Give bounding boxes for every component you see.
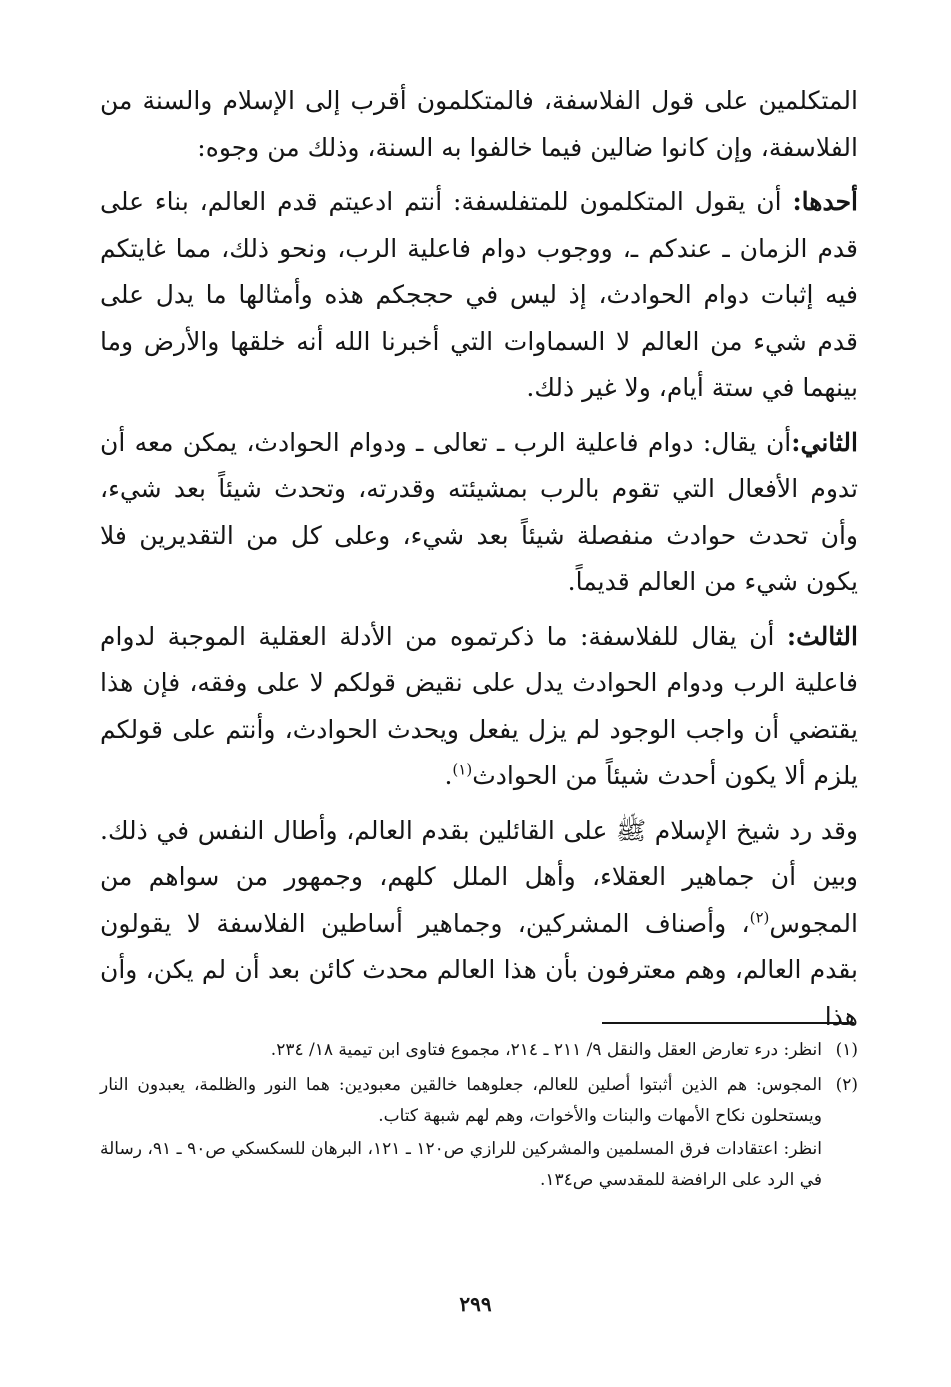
footnote-reference[interactable]: (١) [452,760,473,779]
paragraph-intro [100,78,858,171]
paragraph-lead: أحدها: [792,187,858,216]
paragraph-refutation [100,808,858,1041]
footnote-text: انظر: درء تعارض العقل والنقل ٩/ ٢١١ ـ ٢١٤، مجموع فتاوى ابن تيمية ١٨/ ٢٣٤. [270,1040,822,1060]
footnote-separator [602,1022,854,1024]
footnote-reference[interactable]: (٢) [749,908,770,927]
paragraph-text: أن يقول المتكلمون للمتفلسفة: أنتم ادعيتم قدم العالم، بناء على قدم الزمان ـ عندكم ـ، ووجوب دوام فاعلية الرب، ونحو ذلك، مما غايتكم فيه إثبات دوام الحوادث، إذ ليس في حججكم هذه وأمثالها ما يدل على قدم شيء من العالم لا السماوات التي أخبرنا الله أنه خلقها والأرض وما بينهما في ستة أيام، ولا غير ذلك. [100,187,858,402]
paragraph-text: المتكلمين على قول الفلاسفة، فالمتكلمون أقرب إلى الإسلام والسنة من الفلاسفة، وإن كانوا ضالين فيما خالفوا به السنة، وذلك من وجوه: [100,86,858,162]
paragraph-second [100,420,858,606]
footnote-number: (١) [835,1040,858,1060]
paragraph-text: وقد رد شيخ الإسلام ﷺ على القائلين بقدم العالم، وأطال النفس في ذلك. وبين أن جماهير العقلاء، وأهل الملل كلهم، وجمهور من سواهم من المجوس [100,815,858,938]
paragraph-lead: الثالث: [786,621,858,651]
footnote-item [100,1070,858,1196]
page-number: ٢٩٩ [459,1292,492,1316]
paragraph-lead: الثاني: [791,427,858,457]
paragraph-text: أن يقال للفلاسفة: ما ذكرتموه من الأدلة العقلية الموجبة لدوام فاعلية الرب ودوام الحوادث يدل على نقيض قولكم لا على وفقه، فإن هذا يقتضي أن واجب الوجود لم يزل يفعل ويحدث الحوادث، وأنتم على قولكم يلزم ألا يكون أحدث شيئاً من الحوادث [100,621,858,790]
footnote-sources: انظر: اعتقادات فرق المسلمين والمشركين للرازي ص١٢٠ ـ ١٢١، البرهان للسكسكي ص٩٠ ـ ٩١، رسالة في الرد على الرافضة للمقدسي ص١٣٤. [100,1139,822,1190]
footnote-body [100,1070,822,1196]
paragraph-text: أن يقال: دوام فاعلية الرب ـ تعالى ـ ودوام الحوادث، يمكن معه أن تدوم الأفعال التي تقوم بالرب بمشيئته وقدرته، وتحدث شيئاً بعد شيء، وأن تحدث حوادث منفصلة شيئاً بعد شيء، وعلى كل من التقديرين فلا يكون شيء من العالم قديماً. [100,427,858,596]
footnote-item [100,1035,858,1066]
page-body [100,78,858,1048]
footnotes [100,1035,858,1200]
footnote-text: المجوس: هم الذين أثبتوا أصلين للعالم، جعلوهما خالقين معبودين: هما النور والظلمة، يعبدون النار ويستحلون نكاح الأمهات والبنات والأخوات، وهم لهم شبهة كتاب. [100,1075,822,1126]
paragraph-third [100,614,858,800]
paragraph-first [100,179,858,412]
paragraph-tail: . [444,761,453,790]
paragraph-tail: ، وأصناف المشركين، وجماهير أساطين الفلاسفة لا يقولون بقدم العالم، وهم معترفون بأن هذا العالم محدث كائن بعد أن لم يكن، وأن هذا [100,908,858,1031]
footnote-number: (٢) [835,1075,858,1095]
